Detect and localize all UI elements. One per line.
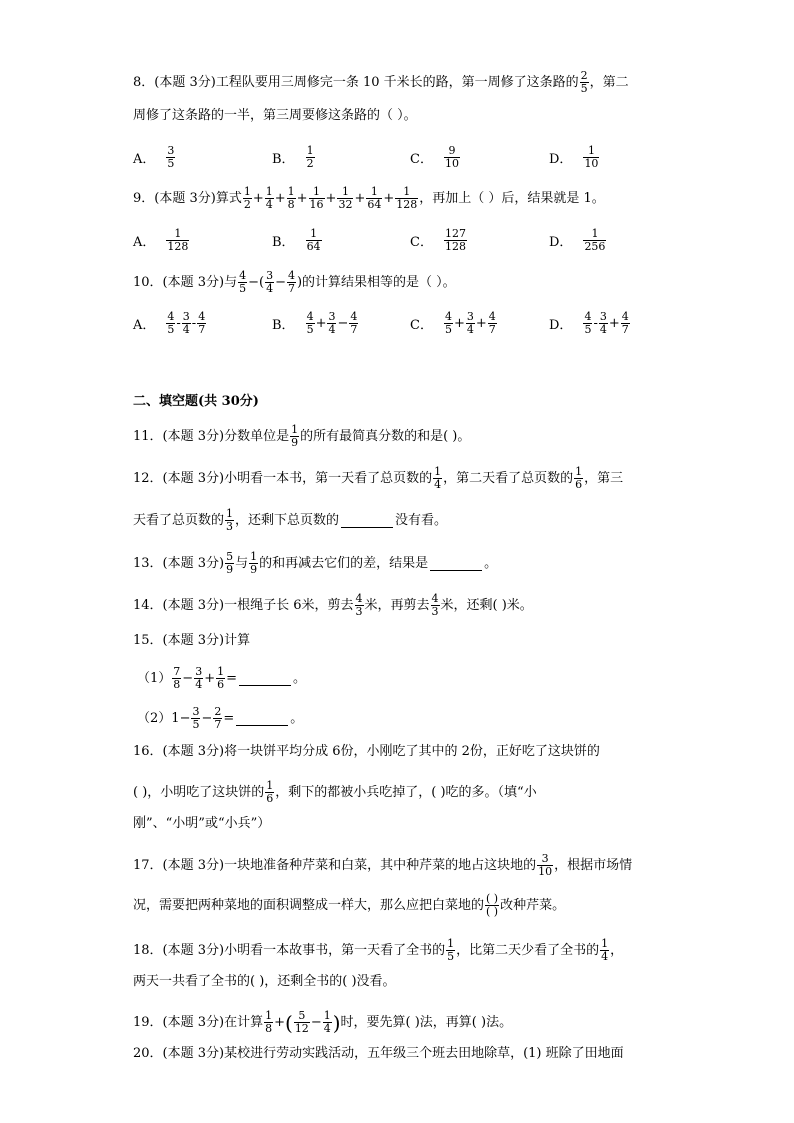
frac-num: 4 [239, 269, 247, 282]
equals-sign: = [223, 710, 235, 726]
frac-den: 4 [265, 198, 273, 211]
question-16-line-1 [133, 743, 600, 761]
frac-den: 7 [488, 323, 496, 336]
q9-term [243, 186, 252, 211]
q19-text-a: 19．(本题 3分)在计算 [133, 1014, 264, 1030]
number-one: 1 [171, 710, 180, 726]
frac-den: 8 [265, 1022, 273, 1035]
operator: + [475, 316, 487, 331]
frac-num: 1 [250, 550, 258, 563]
frac-den: 5 [447, 950, 455, 963]
question-8-line-1 [133, 70, 629, 95]
q19-fraction-2 [294, 1010, 310, 1035]
frac-num: 3 [328, 310, 336, 323]
frac-den: 9 [226, 563, 234, 576]
option-label: C． [410, 152, 433, 167]
option-label: C． [410, 235, 433, 250]
frac-den: 12 [294, 1022, 309, 1035]
period: 。 [293, 670, 307, 686]
frac-den: 10 [444, 157, 459, 170]
q9-option-a[interactable] [133, 228, 190, 253]
frac-den: 4 [599, 323, 607, 336]
frac-den: 7 [198, 323, 206, 336]
frac-den: 32 [338, 198, 353, 211]
frac-den: 6 [217, 678, 225, 691]
q11-text-b[interactable]: 的所有最简真分数的和是( )。 [300, 428, 471, 444]
q18-fraction-1 [446, 938, 455, 963]
frac-den: 4 [434, 478, 442, 491]
q13-answer-blank[interactable] [430, 556, 482, 571]
q8-text-c: 周修了这条路的一半，第三周要修这条路的（ ）。 [133, 108, 417, 123]
q15-sub-2: （2） 1 − $\frac{3}{5}$ − $\frac{2}{7}$ = 。 [137, 705, 304, 731]
question-17-line-2 [133, 893, 565, 918]
frac-den: 4 [323, 1022, 331, 1035]
q18-text-a: 18．(本题 3分)小明看一本故事书，第一天看了全书的 [133, 942, 446, 958]
q12-text-a: 12．(本题 3分)小明看一本书，第一天看了总页数的 [133, 470, 433, 486]
frac-num: 4 [198, 310, 206, 323]
fraction-3-4 [265, 270, 274, 295]
frac-num: 3 [167, 144, 175, 157]
q8-option-c[interactable] [410, 145, 461, 170]
question-17-line-1 [133, 853, 632, 878]
q10-option-d[interactable] [549, 311, 631, 336]
question-16-line-2 [133, 780, 537, 805]
q8-text-b: ，第二 [589, 74, 629, 90]
frac-num: 5 [226, 550, 234, 563]
frac-num: 4 [621, 310, 629, 323]
option-label: A． [133, 152, 156, 167]
frac-num: 1 [287, 185, 295, 198]
question-12-line-2 [133, 508, 447, 533]
frac-num: 1 [291, 423, 299, 436]
q14-fraction-1 [355, 593, 364, 618]
q15-1-answer-blank[interactable] [239, 671, 291, 686]
q9-term [265, 186, 274, 211]
fraction-4-5 [238, 270, 247, 295]
frac-num: 4 [584, 310, 592, 323]
frac-num: 4 [444, 310, 452, 323]
operator: - [593, 316, 598, 331]
q10-prefix: 10．(本题 3分)与 [133, 274, 238, 290]
fraction-4-7 [197, 311, 206, 336]
frac-num: 4 [431, 592, 439, 605]
fraction-3-4 [599, 311, 608, 336]
q9-option-c[interactable] [410, 228, 468, 253]
option-fraction [444, 145, 460, 170]
frac-den: 9 [291, 436, 299, 449]
option-label: A． [133, 235, 156, 250]
frac-den-blank[interactable]: ( ) [486, 905, 499, 918]
option-label: D． [549, 235, 573, 250]
fraction-4-7 [349, 311, 358, 336]
frac-den: 4 [266, 282, 274, 295]
frac-num: 1 [313, 185, 321, 198]
question-16-line-3 [133, 815, 270, 833]
frac-num: 1 [226, 507, 234, 520]
option-label: D． [549, 318, 573, 333]
option-fraction [583, 145, 599, 170]
q9-term [337, 186, 353, 211]
q12-text-b: ，第二天看了总页数的 [443, 470, 574, 486]
frac-den: 8 [287, 198, 295, 211]
frac-num: 1 [265, 185, 273, 198]
q15-sub-label: （1） [137, 670, 172, 686]
frac-num: 4 [306, 310, 314, 323]
q17-text-d: 改种芹菜。 [500, 897, 566, 913]
q10-option-b[interactable]: B． $\frac{4}{5}$ + $\frac{3}{4}$ − $\frac{4}{7}$ [272, 310, 358, 336]
frac-den: 10 [584, 157, 599, 170]
fraction-4-5 [583, 311, 592, 336]
question-13-line [133, 551, 497, 576]
fraction-4-7 [621, 311, 630, 336]
q16-text-d: 刚”、“小明”或“小兵”） [133, 816, 271, 831]
frac-den: 10 [538, 865, 553, 878]
q15-sub-1: （1） $\frac{7}{8}$ − $\frac{3}{4}$ + $\frac{1}{6}$ = 。 [137, 665, 307, 691]
frac-den: 9 [250, 563, 258, 576]
q10-option-c[interactable] [410, 311, 498, 336]
frac-den: 128 [167, 240, 189, 253]
frac-num: 3 [195, 665, 203, 678]
q18-text-d[interactable]: 两天一共看了全书的( )，还剩全书的( )没看。 [133, 974, 396, 989]
question-8-line-2 [133, 107, 417, 125]
q16-fraction [265, 780, 274, 805]
q14-text-a: 14．(本题 3分)一根绳子长 6米，剪去 [133, 597, 354, 613]
q12-text-g: 没有看。 [395, 512, 448, 528]
minus-sign: − [310, 1014, 322, 1030]
frac-num: 3 [266, 269, 274, 282]
frac-num: 1 [217, 665, 225, 678]
frac-num: 2 [214, 705, 222, 718]
q12-text-e: ，还剩下总页数的 [235, 512, 340, 528]
option-label: B． [272, 235, 295, 250]
frac-num: 9 [448, 144, 456, 157]
frac-num: 1 [403, 185, 411, 198]
frac-num: 1 [587, 144, 595, 157]
frac-den: 6 [575, 478, 583, 491]
frac-num: 1 [243, 185, 251, 198]
q19-fraction-3 [323, 1010, 332, 1035]
frac-den: 5 [584, 323, 592, 336]
frac-den: 5 [306, 323, 314, 336]
equals-sign: = [226, 670, 237, 686]
q8-text-a: 8．(本题 3分)工程队要用三周修完一条 10 千米长的路，第一周修了这条路的 [133, 74, 579, 90]
frac-den: 5 [167, 323, 175, 336]
q8-option-a[interactable] [133, 145, 176, 170]
option-fraction [306, 228, 322, 253]
frac-num: 4 [350, 310, 358, 323]
q8-frac-num: 2 [580, 69, 588, 82]
section-heading-fill-in: 二、填空题(共 30分) [133, 394, 259, 409]
frac-num: 1 [601, 937, 609, 950]
fraction-4-5 [166, 311, 175, 336]
question-18-line-1 [133, 938, 623, 963]
question-18-line-2 [133, 973, 396, 991]
frac-den: 7 [214, 718, 222, 731]
q18-text-b: ，比第二天少看了全书的 [456, 942, 600, 958]
q18-text-c: ， [610, 942, 624, 958]
fraction-3-4 [182, 311, 191, 336]
q9-prefix: 9．(本题 3分)算式 [133, 190, 242, 206]
question-14-line [133, 593, 533, 618]
frac-den: 6 [266, 792, 274, 805]
frac-num: 3 [182, 310, 190, 323]
option-fraction [583, 228, 606, 253]
frac-num: 127 [444, 227, 466, 240]
q15-sub-label: （2） [137, 710, 172, 726]
plus-sign: + [274, 1014, 285, 1030]
q17-text-b: ，根据市场情 [554, 857, 633, 873]
frac-num: 1 [265, 1009, 273, 1022]
frac-num-blank[interactable]: ( ) [486, 892, 499, 905]
frac-den: 256 [584, 240, 606, 253]
frac-den: 7 [350, 323, 358, 336]
operator: + [608, 316, 620, 331]
frac-num: 3 [599, 310, 607, 323]
frac-num: 1 [323, 1009, 331, 1022]
frac-num: 1 [447, 937, 455, 950]
q9-term [395, 186, 418, 211]
fraction-3-4 [194, 666, 203, 691]
q9-option-b[interactable] [272, 228, 323, 253]
frac-den: 4 [182, 323, 190, 336]
q14-text-b: 米，再剪去 [364, 597, 430, 613]
frac-den: 64 [367, 198, 382, 211]
q18-fraction-2 [600, 938, 609, 963]
fraction-7-8 [172, 666, 181, 691]
fraction-1-6 [216, 666, 225, 691]
q13-text-a: 13．(本题 3分) [133, 555, 225, 571]
option-label: B． [272, 318, 295, 333]
frac-num: 4 [355, 592, 363, 605]
frac-den: 5 [192, 718, 200, 731]
option-fraction [444, 228, 467, 253]
frac-den: 128 [396, 198, 418, 211]
q20-text-a: 20．(本题 3分)某校进行劳动实践活动，五年级三个班去田地除草，(1) 班除了田地面 [133, 1046, 624, 1061]
q12-fraction-1 [433, 466, 442, 491]
q9-term [309, 186, 325, 211]
q8-fraction [580, 70, 589, 95]
frac-num: 4 [488, 310, 496, 323]
fraction-4-5 [444, 311, 453, 336]
option-label: B． [272, 152, 295, 167]
right-paren: ) [332, 1010, 341, 1035]
frac-den: 3 [431, 605, 439, 618]
option-fraction [166, 228, 189, 253]
frac-num: 1 [266, 779, 274, 792]
frac-den: 4 [466, 323, 474, 336]
option-label: D． [549, 152, 573, 167]
question-9-line: 9．(本题 3分)算式 $\frac{1}{2}$ + $\frac{1}{4}$ + $\frac{1}{8}$ + $\frac{1}{16}$ + $\frac{1}{32}$ + $\frac{1}{64}$ + $\frac{1}{128}$ ，再加上（ ）后，结果就是 1。 [133, 185, 605, 211]
q13-text-d: 。 [484, 555, 498, 571]
q13-text-b: 与 [235, 555, 249, 571]
frac-den: 8 [173, 678, 181, 691]
frac-num: 4 [287, 269, 295, 282]
q10-suffix: 的计算结果相等的是（ ）。 [302, 274, 456, 290]
q13-text-c: 的和再减去它们的差，结果是 [259, 555, 429, 571]
q17-fraction [537, 853, 553, 878]
frac-num: 1 [370, 185, 378, 198]
frac-den: 5 [167, 157, 175, 170]
frac-num: 1 [575, 465, 583, 478]
q12-fraction-2 [574, 466, 583, 491]
q12-text-d: 天看了总页数的 [133, 512, 225, 528]
frac-den: 64 [306, 240, 321, 253]
q9-suffix: ，再加上（ ）后，结果就是 1。 [419, 190, 605, 206]
q9-term [366, 186, 382, 211]
frac-den: 3 [226, 520, 234, 533]
frac-den: 16 [309, 198, 324, 211]
q16-text-a: 16．(本题 3分)将一块饼平均分成 6份，小刚吃了其中的 2份，正好吃了这块饼的 [133, 744, 600, 759]
fraction-4-7 [488, 311, 497, 336]
option-label: A． [133, 318, 156, 333]
option-label: C． [410, 318, 433, 333]
frac-num: 1 [341, 185, 349, 198]
frac-num: 4 [167, 310, 175, 323]
q9-term [287, 186, 296, 211]
frac-den: 3 [355, 605, 363, 618]
q13-fraction-1 [225, 551, 234, 576]
q16-text-b[interactable]: ( )，小明吃了这块饼的 [133, 784, 265, 800]
frac-num: 1 [434, 465, 442, 478]
frac-num: 1 [310, 227, 318, 240]
question-10-line: 10．(本题 3分)与 $\frac{4}{5}$ −( $\frac{3}{4}$ − $\frac{4}{7}$ ) 的计算结果相等的是（ ）。 [133, 269, 456, 295]
q8-option-d[interactable] [549, 145, 600, 170]
q9-option-d[interactable] [549, 228, 607, 253]
question-12-line-1 [133, 466, 623, 491]
q14-fraction-2 [431, 593, 440, 618]
q15-2-answer-blank[interactable] [236, 711, 288, 726]
q12-answer-blank[interactable] [341, 513, 393, 528]
q17-answer-fraction[interactable] [485, 893, 499, 918]
frac-num: 3 [541, 852, 549, 865]
question-15-line [133, 632, 250, 650]
q11-fraction [290, 424, 299, 449]
q10-option-a[interactable] [133, 311, 207, 336]
q11-text-a: 11．(本题 3分)分数单位是 [133, 428, 290, 444]
question-11-line [133, 424, 470, 449]
frac-den: 4 [328, 323, 336, 336]
frac-num: 1 [306, 144, 314, 157]
period: 。 [290, 710, 304, 726]
frac-num: 3 [466, 310, 474, 323]
frac-den: 7 [287, 282, 295, 295]
q12-text-c: ，第三 [584, 470, 624, 486]
frac-num: 7 [173, 665, 181, 678]
fraction-4-5 [306, 311, 315, 336]
operator: - [176, 316, 181, 331]
q8-option-b[interactable] [272, 145, 316, 170]
option-fraction [306, 145, 315, 170]
operator: - [191, 316, 197, 331]
frac-den: 7 [621, 323, 629, 336]
q13-fraction-2 [249, 551, 258, 576]
fraction-3-4 [327, 311, 336, 336]
frac-den: 5 [444, 323, 452, 336]
question-20-line [133, 1045, 624, 1063]
fraction-2-7 [213, 706, 222, 731]
frac-den: 2 [243, 198, 251, 211]
operator: + [453, 316, 465, 331]
q17-text-a: 17．(本题 3分)一块地准备种芹菜和白菜，其中种芹菜的地占这块地的 [133, 857, 537, 873]
frac-den: 4 [601, 950, 609, 963]
frac-den: 2 [306, 157, 314, 170]
q8-frac-den: 5 [580, 82, 588, 95]
fraction-4-7 [287, 270, 296, 295]
q14-text-c[interactable]: 米，还剩( )米。 [440, 597, 533, 613]
fraction-3-4 [466, 311, 475, 336]
q19-fraction-1 [264, 1010, 273, 1035]
fraction-3-5 [191, 706, 200, 731]
frac-den: 128 [444, 240, 466, 253]
frac-num: 1 [174, 227, 182, 240]
q12-fraction-3 [225, 508, 234, 533]
question-19-line [133, 1010, 512, 1035]
frac-den: 4 [195, 678, 203, 691]
left-paren: ( [285, 1010, 293, 1035]
operator: + [315, 316, 327, 331]
frac-num: 3 [192, 705, 200, 718]
q19-text-b[interactable]: 时，要先算( )法，再算( )法。 [340, 1014, 513, 1030]
q17-text-c: 况，需要把两种菜地的面积调整成一样大，那么应把白菜地的 [133, 897, 485, 913]
frac-num: 1 [591, 227, 599, 240]
q16-text-c[interactable]: ，剩下的都被小兵吃掉了，( )吃的多。（填“小 [275, 784, 537, 800]
q15-text-a: 15．(本题 3分)计算 [133, 633, 251, 648]
frac-den: 5 [239, 282, 247, 295]
frac-num: 5 [298, 1009, 306, 1022]
option-fraction [166, 145, 175, 170]
